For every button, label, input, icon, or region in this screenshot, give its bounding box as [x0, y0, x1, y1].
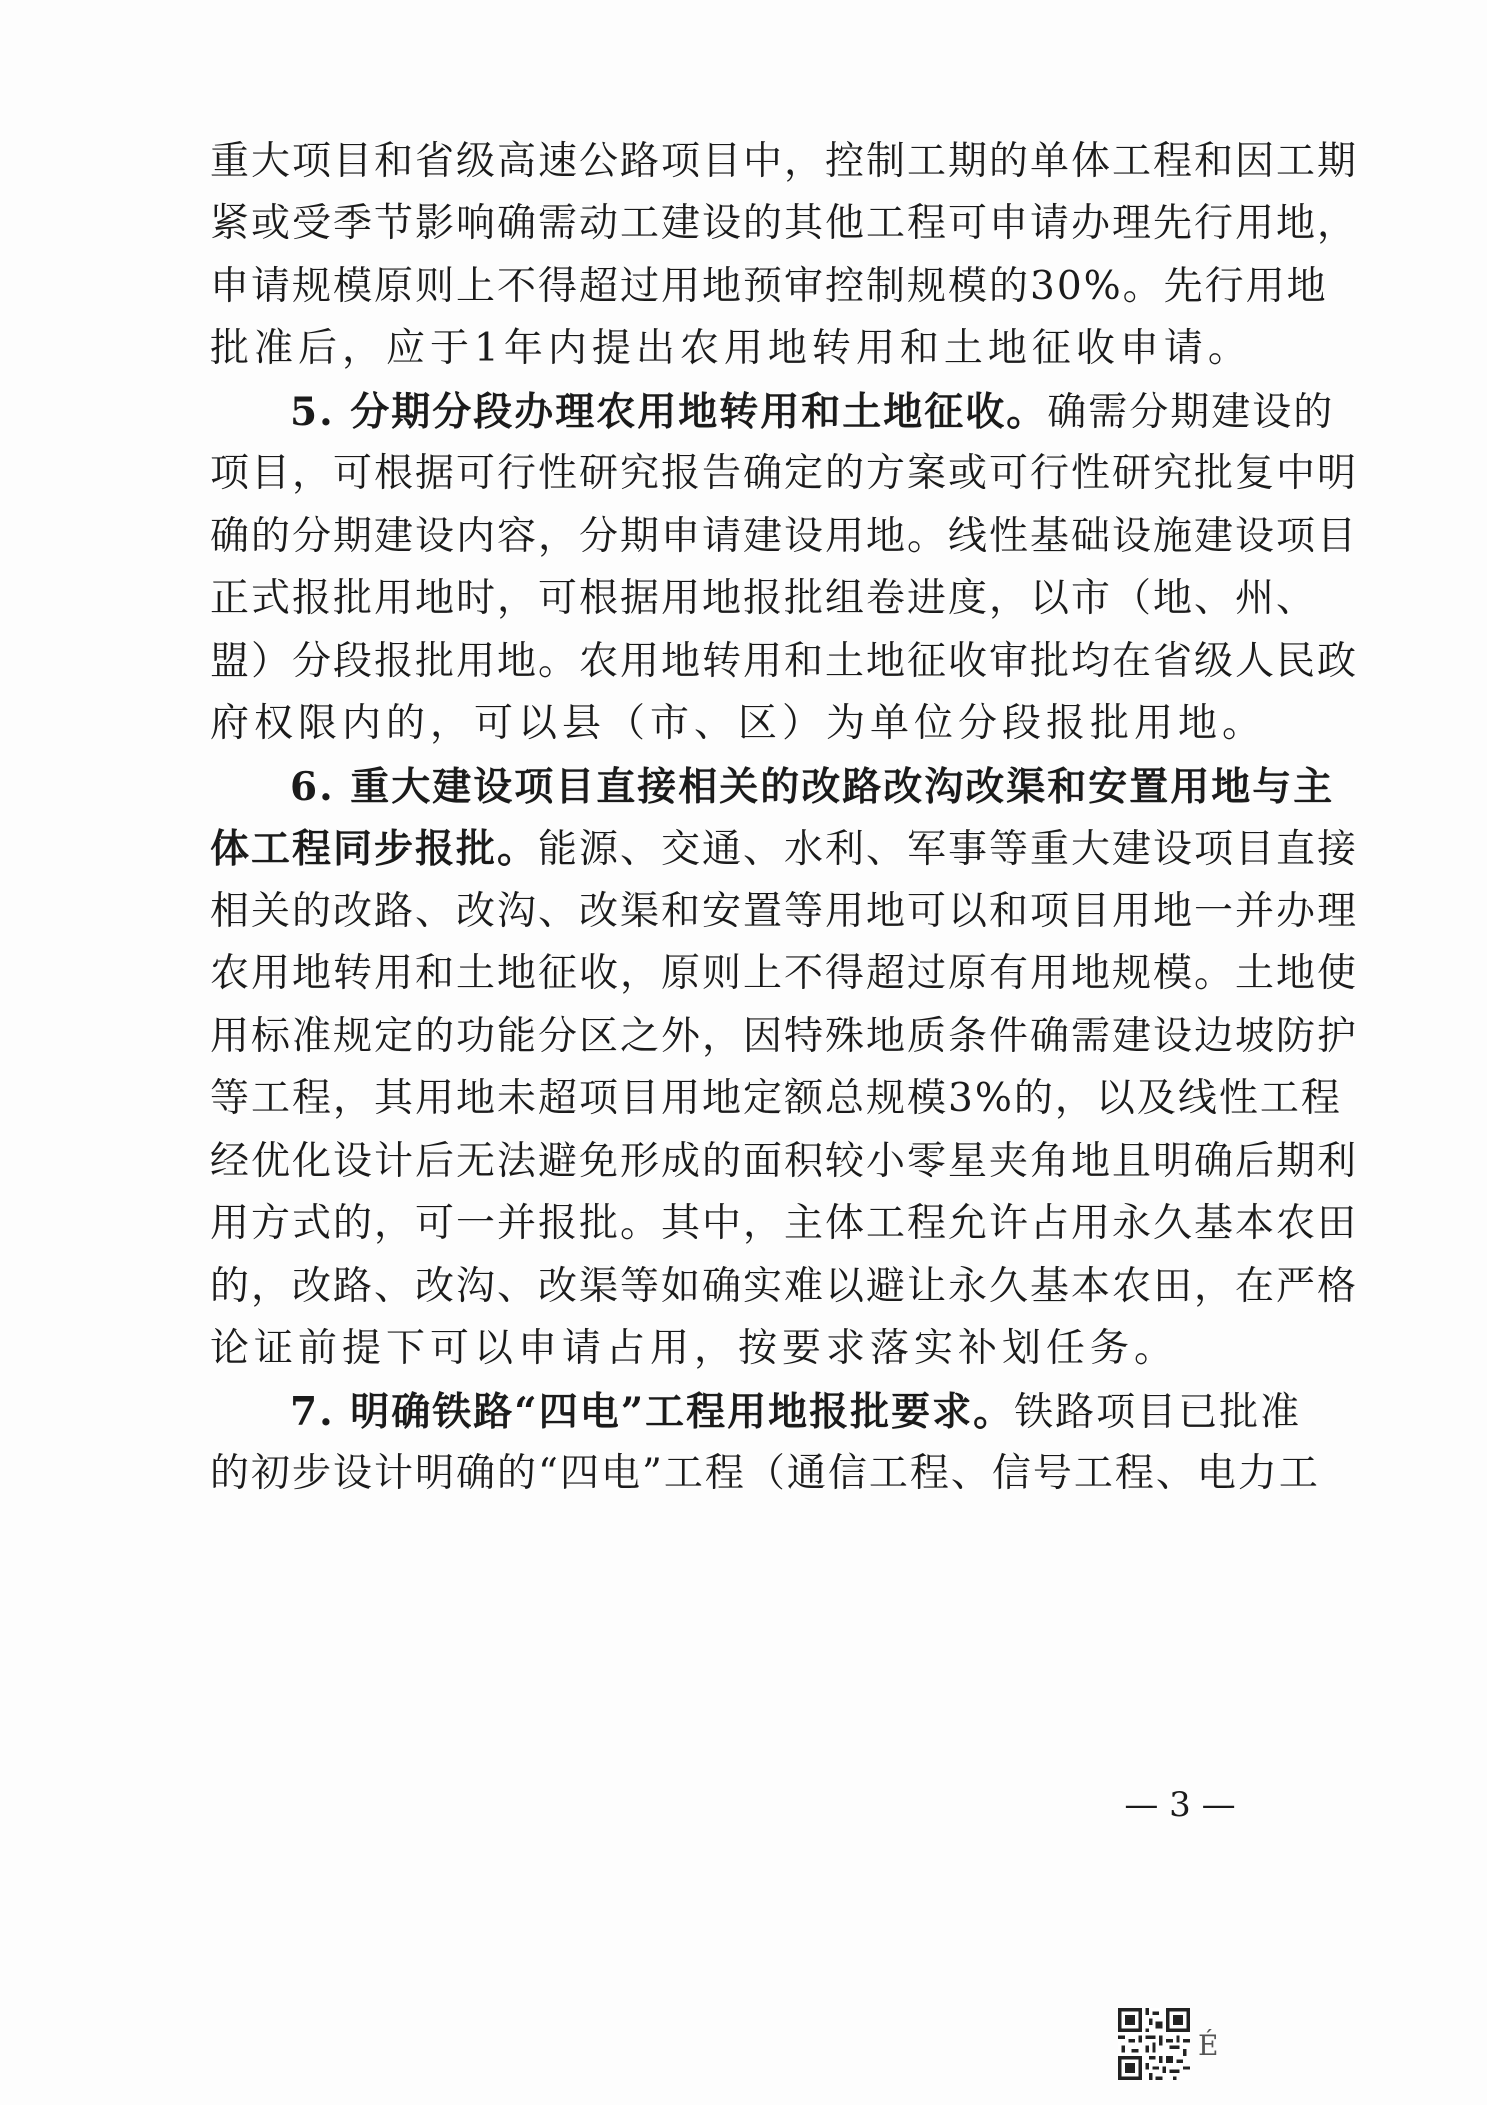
body-line: 批准后，应于1年内提出农用地转用和土地征收申请。: [210, 326, 1252, 371]
section-6-heading-end: 体工程同步报批。: [210, 826, 539, 872]
qr-code-icon: [1118, 2008, 1190, 2080]
body-line: 经优化设计后无法避免形成的面积较小零星夹角地且明确后期利: [210, 1139, 1359, 1184]
body-line: 论证前提下可以申请占用，按要求落实补划任务。: [210, 1326, 1179, 1371]
section-6-heading: 6. 重大建设项目直接相关的改路改沟改渠和安置用地与主: [290, 764, 1335, 810]
page-number: — 3 —: [1124, 1785, 1236, 1825]
section-6-second-line: [210, 818, 1359, 880]
body-line: 确的分期建设内容，分期申请建设用地。线性基础设施建设项目: [210, 514, 1359, 559]
section-6-text: 能源、交通、水利、军事等重大建设项目直接: [538, 827, 1359, 872]
section-7-text: 铁路项目已批准: [1014, 1390, 1302, 1435]
body-line: 的，改路、改沟、改渠等如确实难以避让永久基本农田，在严格: [210, 1264, 1359, 1309]
section-7-first-line: [290, 1381, 1302, 1443]
body-line: 府权限内的，可以县（市、区）为单位分段报批用地。: [210, 701, 1267, 746]
body-line: 紧或受季节影响确需动工建设的其他工程可申请办理先行用地，: [210, 201, 1359, 246]
section-7-heading: 7. 明确铁路“四电”工程用地报批要求。: [290, 1389, 1015, 1435]
body-line: 盟）分段报批用地。农用地转用和土地征收审批均在省级人民政: [210, 639, 1359, 684]
body-line: 的初步设计明确的“四电”工程（通信工程、信号工程、电力工: [210, 1451, 1320, 1496]
body-line: 农用地转用和土地征收，原则上不得超过原有用地规模。土地使: [210, 951, 1359, 996]
body-line: 申请规模原则上不得超过用地预审控制规模的30%。先行用地: [210, 264, 1328, 309]
section-5-first-line: [290, 381, 1335, 443]
body-line: 重大项目和省级高速公路项目中，控制工期的单体工程和因工期: [210, 139, 1359, 184]
section-5-text: 确需分期建设的: [1047, 390, 1335, 435]
qr-mark: É: [1198, 2029, 1219, 2062]
body-line: 等工程，其用地未超项目用地定额总规模3%的，以及线性工程: [210, 1076, 1342, 1121]
body-line: 用标准规定的功能分区之外，因特殊地质条件确需建设边坡防护: [210, 1014, 1359, 1059]
body-line: 用方式的，可一并报批。其中，主体工程允许占用永久基本农田: [210, 1201, 1359, 1246]
body-line: 正式报批用地时，可根据用地报批组卷进度，以市（地、州、: [210, 576, 1318, 621]
section-5-heading: 5. 分期分段办理农用地转用和土地征收。: [290, 389, 1048, 435]
body-line: 相关的改路、改沟、改渠和安置等用地可以和项目用地一并办理: [210, 889, 1359, 934]
body-line: 项目，可根据可行性研究报告确定的方案或可行性研究批复中明: [210, 451, 1359, 496]
